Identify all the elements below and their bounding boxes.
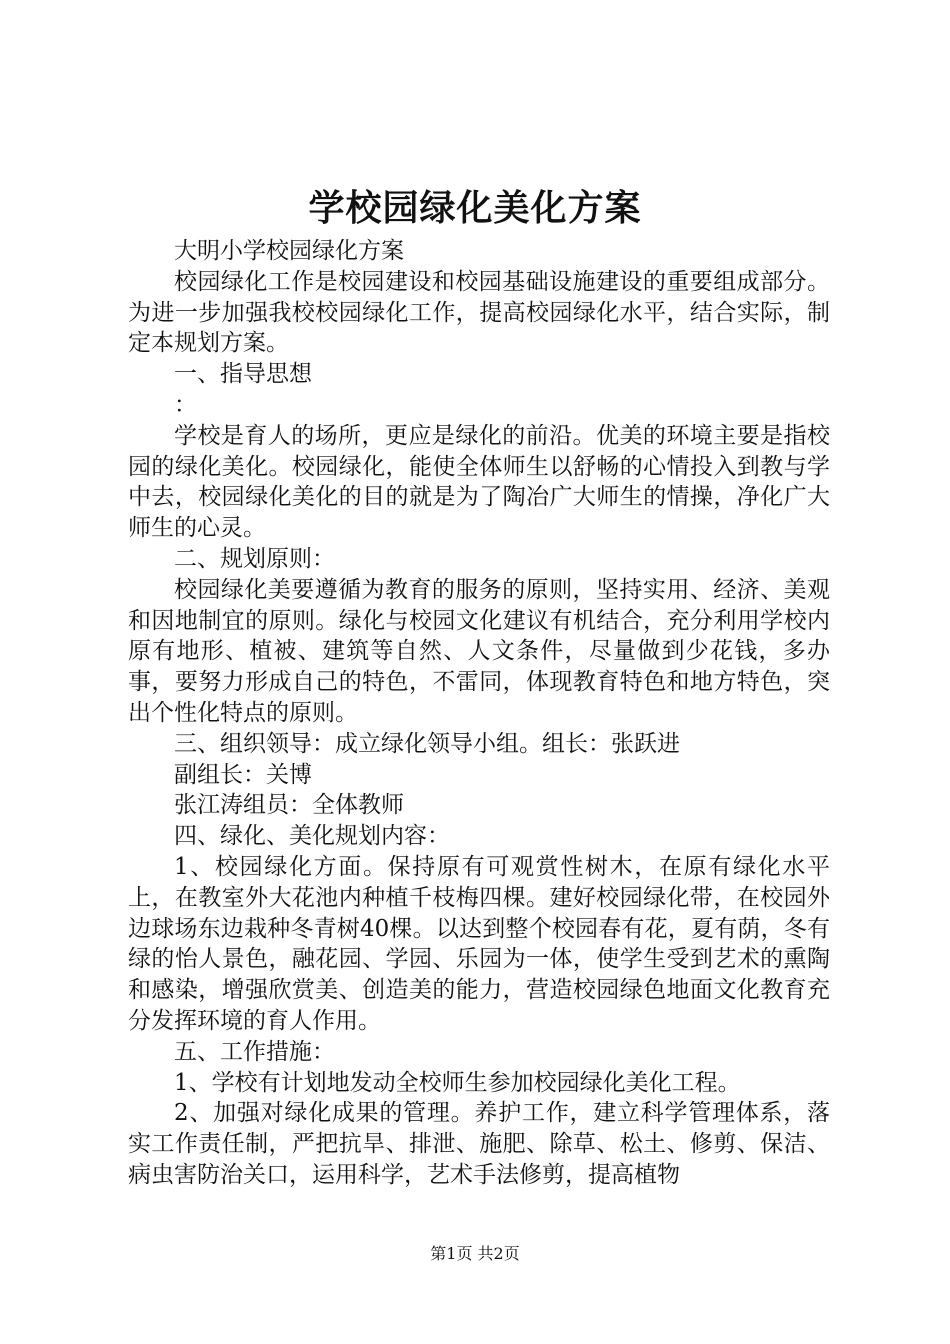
section-heading: 四、绿化、美化规划内容： (174, 823, 450, 850)
paragraph: ： (174, 391, 197, 418)
paragraph: 学校是育人的场所，更应是绿化的前沿。优美的环境主要是指校园的绿化美化。校园绿化，能使全体师生以舒畅的心情投入到教与学中去，校园绿化美化的目的就是为了陶冶广大师生的情操，净化广大师生的心灵。 (128, 422, 830, 542)
section-heading: 三、组织领导：成立绿化领导小组。组长：张跃进 (174, 730, 680, 757)
paragraph: 1、校园绿化方面。保持原有可观赏性树木，在原有绿化水平上，在教室外大花池内种植千枝梅四棵。建好校园绿化带，在校园外边球场东边栽种冬青树40棵。以达到整个校园春有花，夏有荫，冬有绿的怡人景色，融花园、学园、乐园为一体，使学生受到艺术的熏陶和感染，增强欣赏美、创造美的能力，营造校园绿色地面文化教育充分发挥环境的育人作用。 (128, 853, 830, 1034)
section-heading: 五、工作措施： (174, 1038, 335, 1065)
page-footer: 第1页 共2页 (430, 1244, 520, 1263)
paragraph: 2、加强对绿化成果的管理。养护工作，建立科学管理体系，落实工作责任制，严把抗旱、排泄、施肥、除草、松土、修剪、保洁、病虫害防治关口，运用科学，艺术手法修剪，提高植物 (128, 1100, 830, 1188)
document-body (128, 236, 830, 1191)
paragraph: 校园绿化工作是校园建设和校园基础设施建设的重要组成部分。为进一步加强我校校园绿化工作，提高校园绿化水平，结合实际，制定本规划方案。 (128, 268, 830, 357)
paragraph: 张江涛组员：全体教师 (174, 792, 404, 819)
paragraph: 1、学校有计划地发动全校师生参加校园绿化美化工程。 (174, 1069, 741, 1096)
section-heading: 二、规划原则： (174, 545, 335, 572)
document-title: 学校园绿化美化方案 (308, 187, 642, 229)
paragraph: 校园绿化美要遵循为教育的服务的原则，坚持实用、经济、美观和因地制宜的原则。绿化与校园文化建议有机结合，充分利用学校内原有地形、植被、建筑等自然、人文条件，尽量做到少花钱，多办事，要努力形成自己的特色，不雷同，体现教育特色和地方特色，突出个性化特点的原则。 (128, 576, 830, 726)
paragraph: 副组长：关博 (174, 761, 312, 788)
section-heading: 一、指导思想 (174, 361, 312, 388)
paragraph: 大明小学校园绿化方案 (174, 238, 404, 264)
